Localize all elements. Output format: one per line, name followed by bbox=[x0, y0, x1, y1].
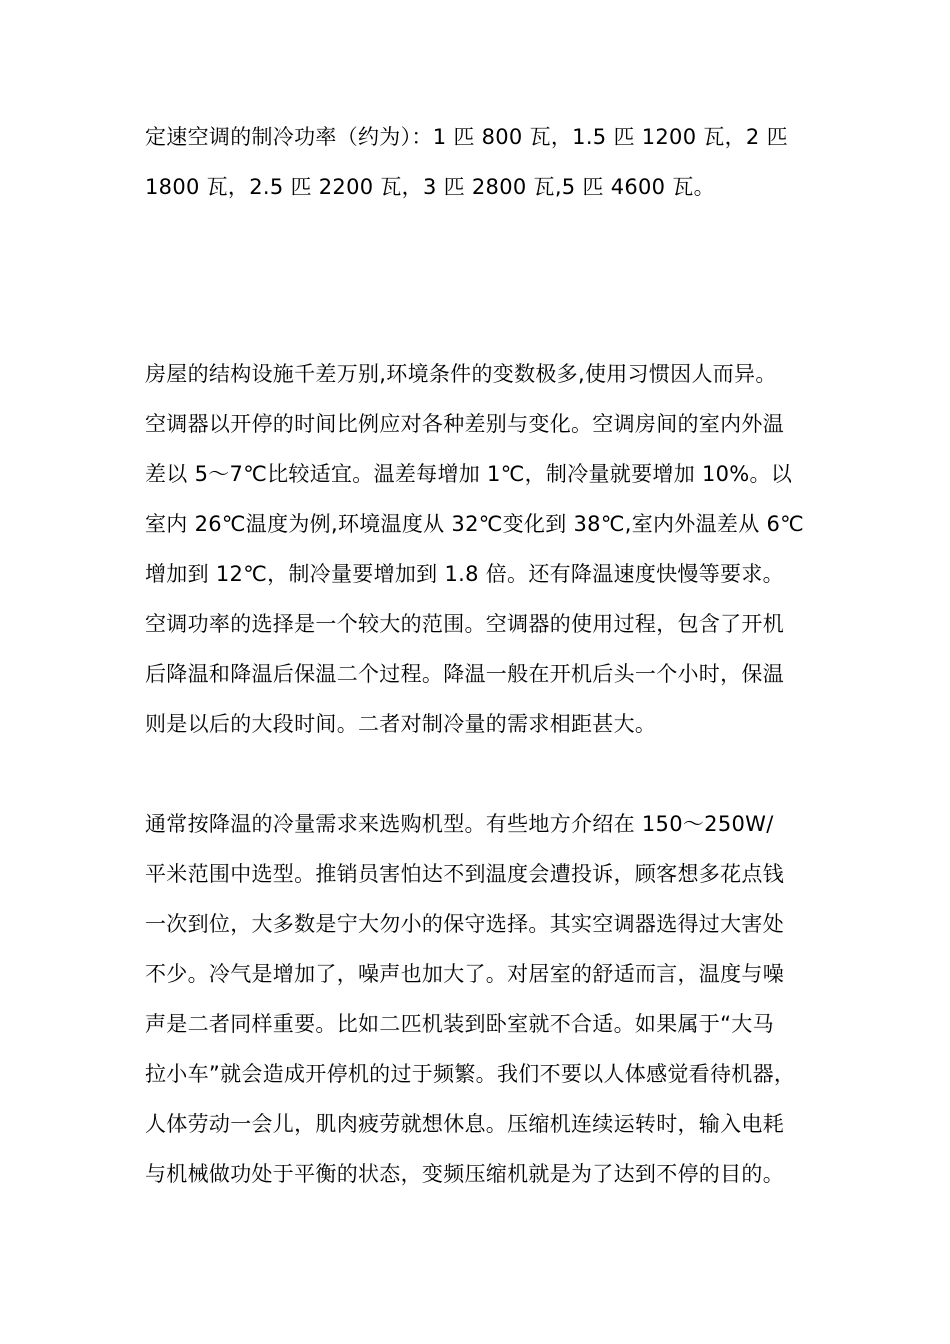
text-line: 则是以后的大段时间。二者对制冷量的需求相距甚大。 bbox=[145, 712, 657, 736]
text-line: 空调功率的选择是一个较大的范围。空调器的使用过程，包含了开机 bbox=[145, 612, 784, 636]
text-line: 空调器以开停的时间比例应对各种差别与变化。空调房间的室内外温 bbox=[145, 412, 784, 436]
text-line: 差以 5～7℃比较适宜。温差每增加 1℃，制冷量就要增加 10%。以 bbox=[145, 462, 793, 486]
text-line: 拉小车”就会造成开停机的过于频繁。我们不要以人体感觉看待机器， bbox=[145, 1062, 796, 1086]
text-line: 不少。冷气是增加了，噪声也加大了。对居室的舒适而言，温度与噪 bbox=[145, 962, 784, 986]
text-line: 人体劳动一会儿，肌肉疲劳就想休息。压缩机连续运转时，输入电耗 bbox=[145, 1112, 784, 1136]
text-line: 平米范围中选型。推销员害怕达不到温度会遭投诉，顾客想多花点钱 bbox=[145, 862, 784, 886]
text-line: 一次到位，大多数是宁大勿小的保守选择。其实空调器选得过大害处 bbox=[145, 912, 784, 936]
text-line: 增加到 12℃，制冷量要增加到 1.8 倍。还有降温速度快慢等要求。 bbox=[145, 562, 784, 586]
text-line: 室内 26℃温度为例,环境温度从 32℃变化到 38℃,室内外温差从 6℃ bbox=[145, 512, 805, 536]
text-line: 与机械做功处于平衡的状态，变频压缩机就是为了达到不停的目的。 bbox=[145, 1162, 784, 1186]
text-line: 1800 瓦，2.5 匹 2200 瓦，3 匹 2800 瓦,5 匹 4600 瓦。 bbox=[145, 175, 715, 199]
text-line: 通常按降温的冷量需求来选购机型。有些地方介绍在 150～250W/ bbox=[145, 812, 774, 836]
text-line: 后降温和降温后保温二个过程。降温一般在开机后头一个小时，保温 bbox=[145, 662, 784, 686]
text-line: 房屋的结构设施千差万别,环境条件的变数极多,使用习惯因人而异。 bbox=[145, 362, 777, 386]
text-line: 定速空调的制冷功率（约为）：1 匹 800 瓦，1.5 匹 1200 瓦，2 匹 bbox=[145, 125, 788, 149]
text-line: 声是二者同样重要。比如二匹机装到卧室就不合适。如果属于“大马 bbox=[145, 1012, 774, 1036]
